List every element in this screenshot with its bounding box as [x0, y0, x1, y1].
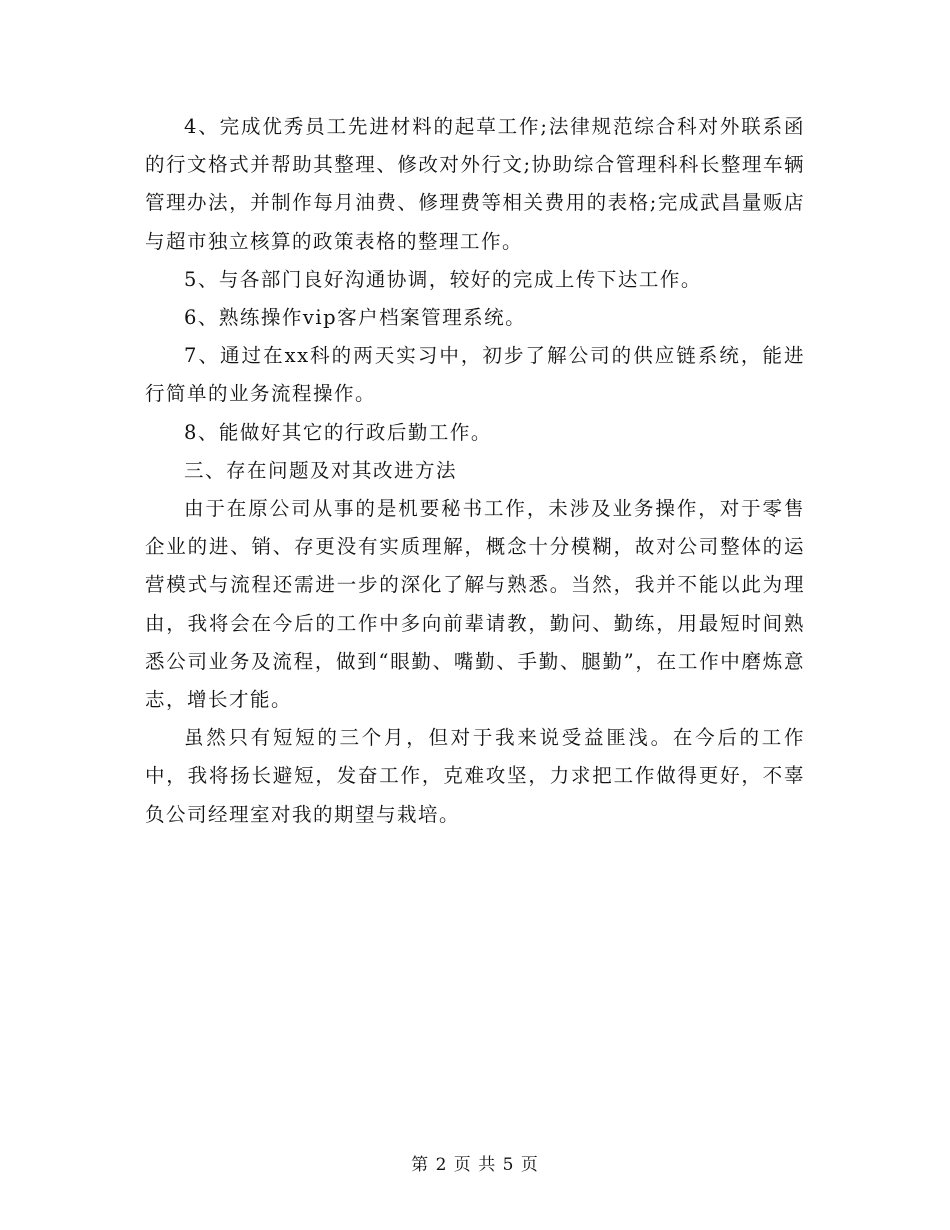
page-footer: 第 2 页 共 5 页 — [411, 1155, 539, 1175]
paragraph-item-6: 6、熟练操作vip客户档案管理系统。 — [184, 306, 527, 330]
paragraph-conclusion: 虽然只有短短的三个月，但对于我来说受益匪浅。在今后的工作中，我将扬长避短，发奋工作，克难攻坚，力求把工作做得更好，不辜负公司经理室对我的期望与栽培。 — [145, 726, 805, 826]
section-heading-3: 三、存在问题及对其改进方法 — [184, 458, 458, 482]
paragraph-item-4: 4、完成优秀员工先进材料的起草工作;法律规范综合科对外联系函的行文格式并帮助其整理、修改对外行文;协助综合管理科科长整理车辆管理办法，并制作每月油费、修理费等相关费用的表格;完成武昌量贩店与超市独立核算的政策表格的整理工作。 — [145, 115, 805, 253]
paragraph-item-5: 5、与各部门良好沟通协调，较好的完成上传下达工作。 — [184, 267, 702, 291]
paragraph-problems: 由于在原公司从事的是机要秘书工作，未涉及业务操作，对于零售企业的进、销、存更没有实质理解，概念十分模糊，故对公司整体的运营模式与流程还需进一步的深化了解与熟悉。当然，我并不能以此为理由，我将会在今后的工作中多向前辈请教，勤问、勤练，用最短时间熟悉公司业务及流程，做到“眼勤、嘴勤、手勤、腿勤”，在工作中磨炼意志，增长才能。 — [145, 497, 805, 712]
document-body — [145, 108, 805, 834]
paragraph-item-7: 7、通过在xx科的两天实习中，初步了解公司的供应链系统，能进行简单的业务流程操作。 — [145, 344, 805, 406]
paragraph-item-8: 8、能做好其它的行政后勤工作。 — [184, 420, 492, 444]
